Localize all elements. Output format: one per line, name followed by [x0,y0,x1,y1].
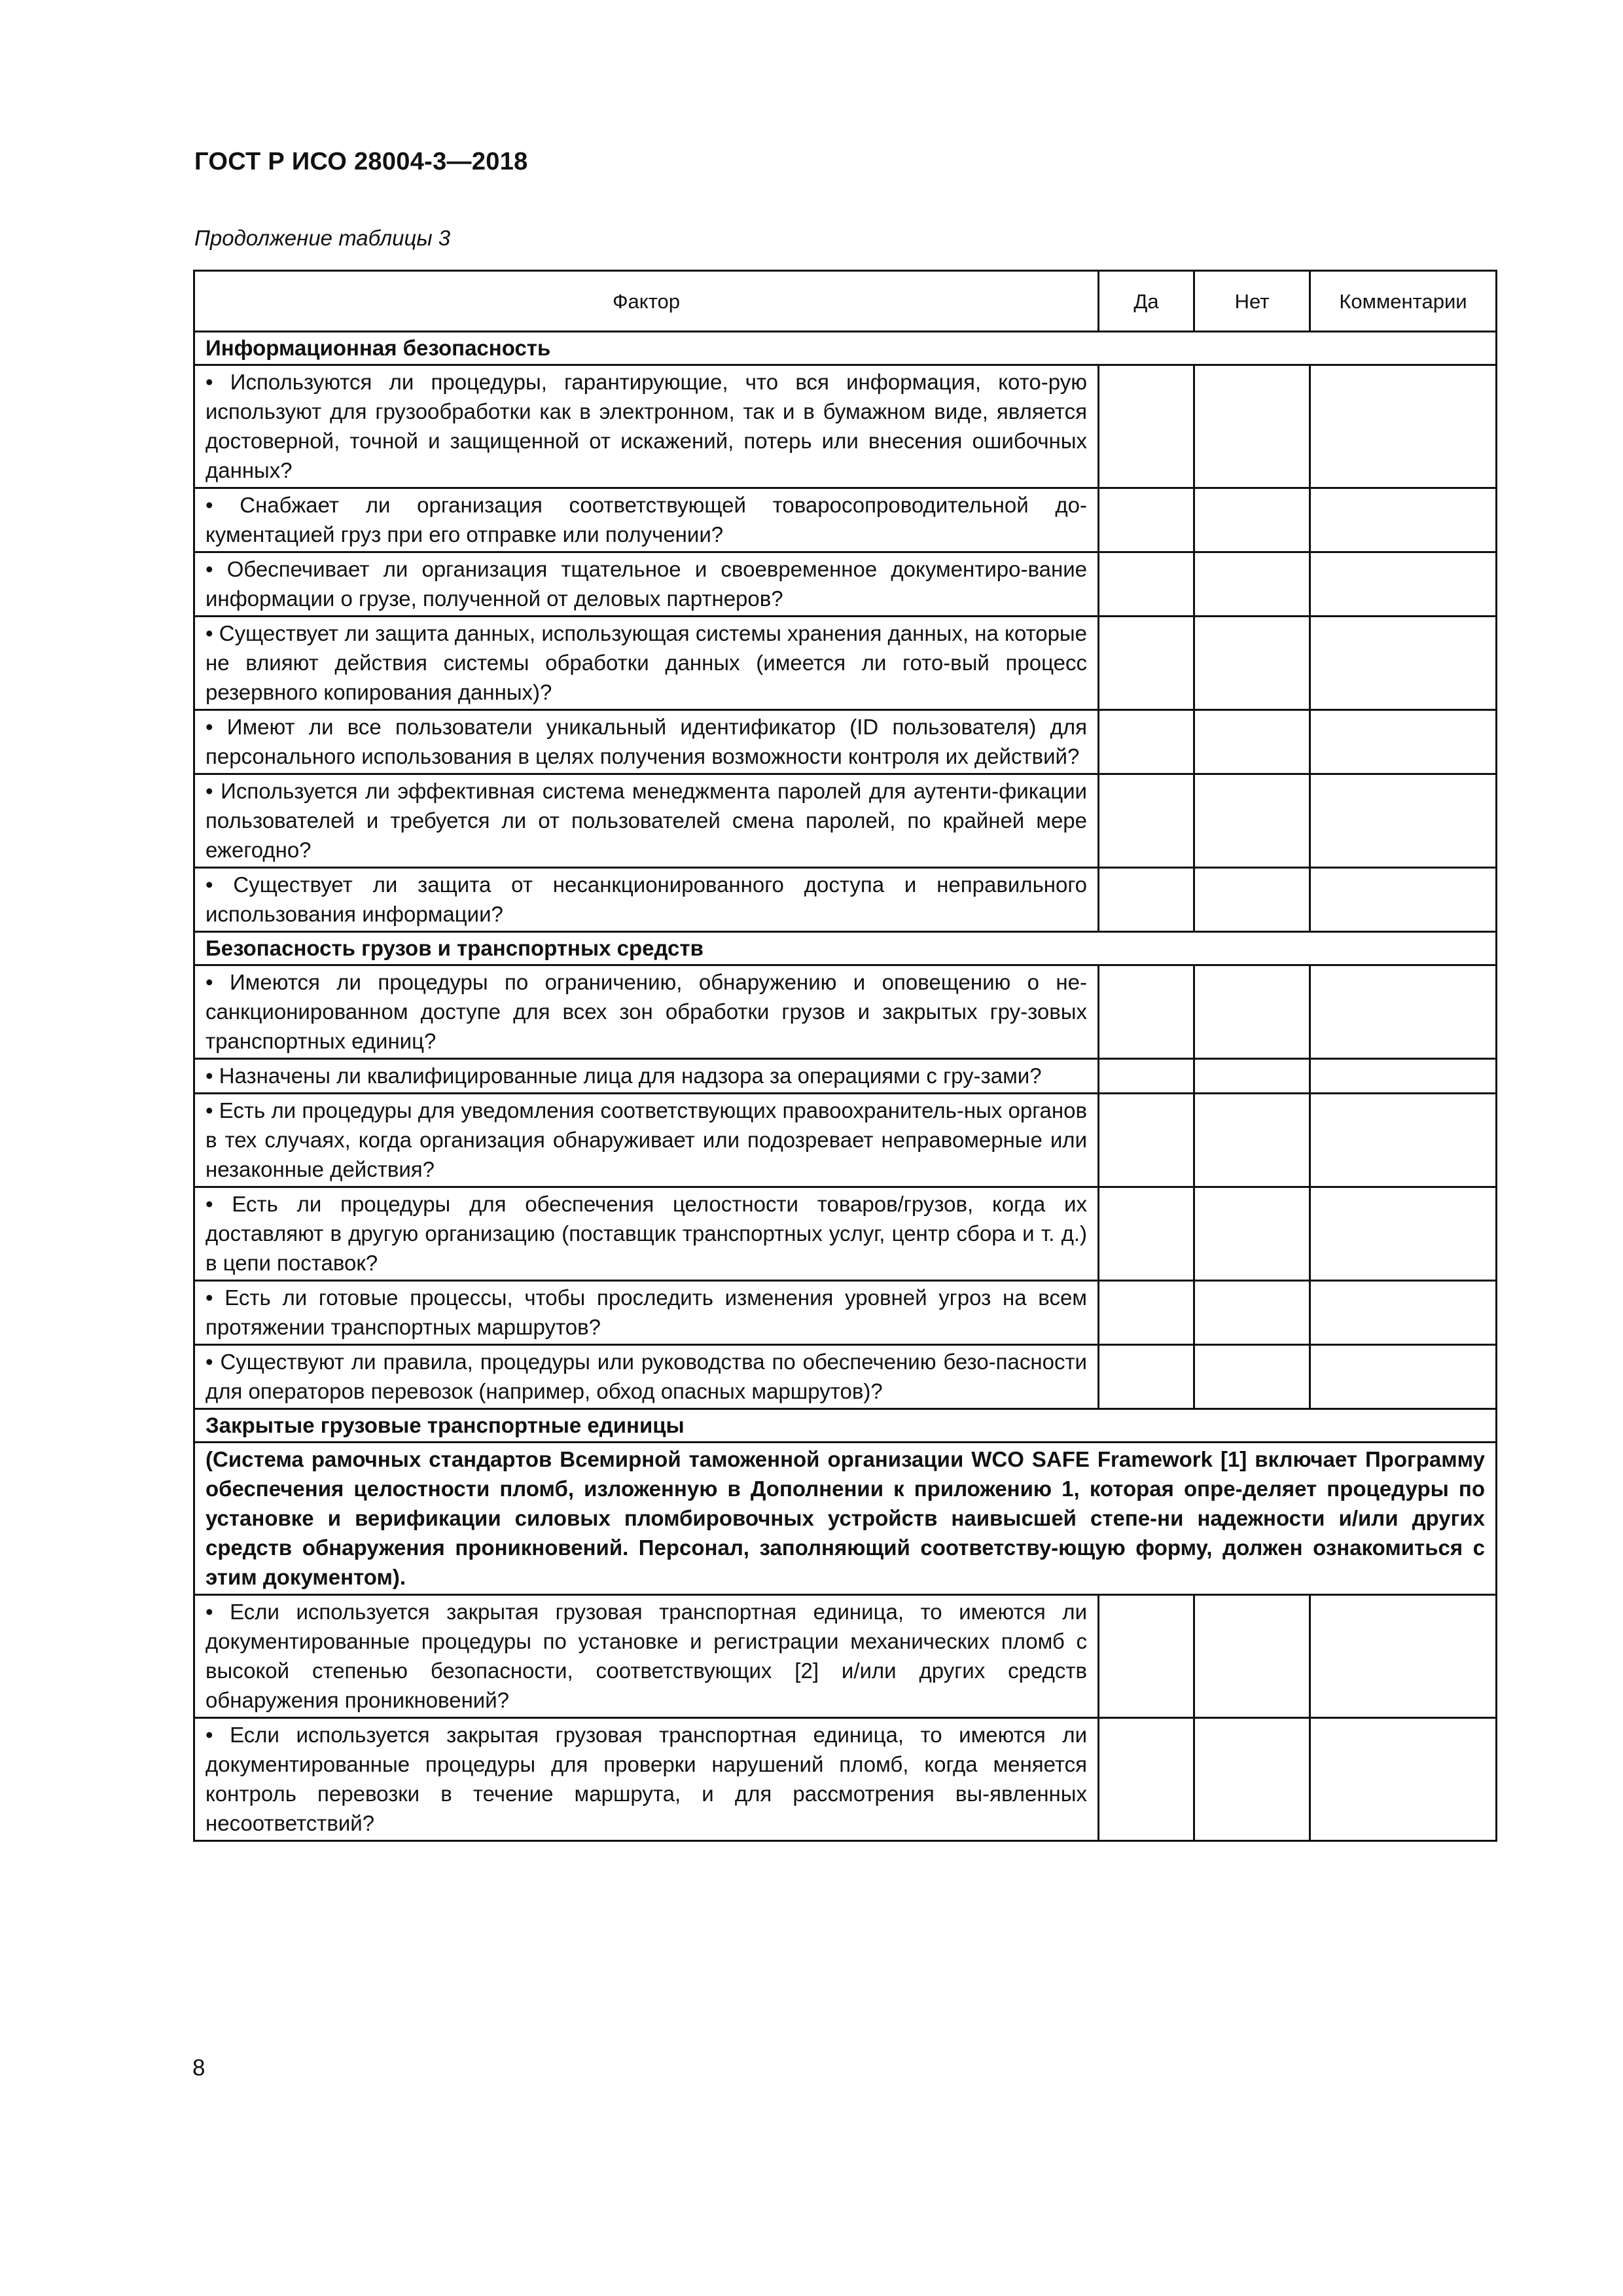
table-row [194,868,1497,932]
comment-cell[interactable] [1310,488,1497,552]
yes-cell[interactable] [1099,1345,1194,1409]
factor-question: • Есть ли готовые процессы, чтобы проследить изменения уровней угроз на всем протяжении транспортных маршрутов? [194,1281,1099,1345]
factor-question: • Если используется закрытая грузовая транспортная единица, то имеются ли документированные процедуры для проверки нарушений пломб, когда меняется контроль перевозки в течение маршрута, и для рассмотрения вы-явленных несоответствий? [194,1718,1099,1841]
comment-cell[interactable] [1310,552,1497,617]
no-cell[interactable] [1194,868,1310,932]
factor-question: • Существуют ли правила, процедуры или руководства по обеспечению безо-пасности для операторов перевозок (например, обход опасных маршрутов)? [194,1345,1099,1409]
table-row [194,710,1497,774]
yes-cell[interactable] [1099,617,1194,710]
comment-cell[interactable] [1310,617,1497,710]
yes-cell[interactable] [1099,488,1194,552]
no-cell[interactable] [1194,1059,1310,1094]
factor-question: • Используются ли процедуры, гарантирующие, что вся информация, кото-рую используют для грузообработки как в электронном, так и в бумажном виде, является достоверной, точной и защищенной от искажений, потерь или внесения ошибочных данных? [194,365,1099,488]
document-code: ГОСТ Р ИСО 28004-3—2018 [194,148,528,175]
no-cell[interactable] [1194,552,1310,617]
no-cell[interactable] [1194,1187,1310,1281]
table-row [194,1595,1497,1718]
yes-cell[interactable] [1099,1094,1194,1187]
yes-cell[interactable] [1099,965,1194,1059]
factor-question: • Используется ли эффективная система менеджмента паролей для аутенти-фикации пользователей и требуется ли от пользователей смена паролей, по крайней мере ежегодно? [194,774,1099,868]
comment-cell[interactable] [1310,965,1497,1059]
comment-cell[interactable] [1310,1345,1497,1409]
yes-cell[interactable] [1099,868,1194,932]
no-cell[interactable] [1194,710,1310,774]
section-row-cargo-security [194,932,1497,965]
table-row [194,1281,1497,1345]
factor-question: • Есть ли процедуры для обеспечения целостности товаров/грузов, когда их доставляют в другую организацию (поставщик транспортных услуг, центр сбора и т. д.) в цепи поставок? [194,1187,1099,1281]
table-row [194,617,1497,710]
comment-cell[interactable] [1310,1718,1497,1841]
comment-cell[interactable] [1310,1187,1497,1281]
yes-cell[interactable] [1099,1059,1194,1094]
table-row [194,1718,1497,1841]
yes-cell[interactable] [1099,1281,1194,1345]
no-cell[interactable] [1194,1281,1310,1345]
comment-cell[interactable] [1310,710,1497,774]
column-header-factor: Фактор [194,271,1099,332]
no-cell[interactable] [1194,1718,1310,1841]
table-row [194,965,1497,1059]
no-cell[interactable] [1194,774,1310,868]
section-note: (Система рамочных стандартов Всемирной таможенной организации WCO SAFE Framework [1] включает Программу обеспечения целостности пломб, изложенную в Дополнении к приложению 1, которая опре-деляет процедуры по установке и верификации силовых пломбировочных устройств наивысшей степе-ни надежности и/или других средств обнаружения проникновений. Персонал, заполняющий соответству-ющую форму, должен ознакомиться с этим документом). [194,1443,1497,1595]
table-row [194,1059,1497,1094]
no-cell[interactable] [1194,1094,1310,1187]
column-header-yes: Да [1099,271,1194,332]
section-title: Безопасность грузов и транспортных средств [194,932,1497,965]
table-row [194,1187,1497,1281]
factor-question: • Обеспечивает ли организация тщательное и своевременное документиро-вание информации о грузе, полученной от деловых партнеров? [194,552,1099,617]
section-title: Закрытые грузовые транспортные единицы [194,1409,1497,1443]
page-number: 8 [192,2055,205,2081]
table-caption: Продолжение таблицы 3 [194,226,451,250]
yes-cell[interactable] [1099,365,1194,488]
column-header-comments: Комментарии [1310,271,1497,332]
comment-cell[interactable] [1310,1059,1497,1094]
yes-cell[interactable] [1099,1595,1194,1718]
comment-cell[interactable] [1310,1094,1497,1187]
no-cell[interactable] [1194,965,1310,1059]
factor-question: • Существует ли защита от несанкционированного доступа и неправильного использования информации? [194,868,1099,932]
table-row [194,365,1497,488]
factor-question: • Назначены ли квалифицированные лица для надзора за операциями с гру-зами? [194,1059,1099,1094]
comment-cell[interactable] [1310,868,1497,932]
comment-cell[interactable] [1310,1595,1497,1718]
table-row [194,552,1497,617]
section-row-closed-cargo-units [194,1409,1497,1443]
yes-cell[interactable] [1099,1187,1194,1281]
factor-question: • Если используется закрытая грузовая транспортная единица, то имеются ли документированные процедуры по установке и регистрации механических пломб с высокой степенью безопасности, соответствующих [2] и/или других средств обнаружения проникновений? [194,1595,1099,1718]
table-row [194,488,1497,552]
table-header-row [194,271,1497,332]
no-cell[interactable] [1194,617,1310,710]
section-note-row [194,1443,1497,1595]
factor-question: • Снабжает ли организация соответствующей товаросопроводительной до-кументацией груз при его отправке или получении? [194,488,1099,552]
column-header-no: Нет [1194,271,1310,332]
yes-cell[interactable] [1099,1718,1194,1841]
factor-question: • Существует ли защита данных, использующая системы хранения данных, на которые не влияют действия системы обработки данных (имеется ли гото-вый процесс резервного копирования данных)? [194,617,1099,710]
factor-question: • Есть ли процедуры для уведомления соответствующих правоохранитель-ных органов в тех случаях, когда организация обнаруживает или подозревает неправомерные или незаконные действия? [194,1094,1099,1187]
table-row [194,774,1497,868]
yes-cell[interactable] [1099,710,1194,774]
table-row [194,1345,1497,1409]
yes-cell[interactable] [1099,774,1194,868]
no-cell[interactable] [1194,488,1310,552]
factor-question: • Имеют ли все пользователи уникальный идентификатор (ID пользователя) для персонального использования в целях получения возможности контроля их действий? [194,710,1099,774]
comment-cell[interactable] [1310,365,1497,488]
no-cell[interactable] [1194,365,1310,488]
factor-question: • Имеются ли процедуры по ограничению, обнаружению и оповещению о не-санкционированном доступе для всех зон обработки грузов и закрытых гру-зовых транспортных единиц? [194,965,1099,1059]
factors-table [193,270,1497,1842]
no-cell[interactable] [1194,1345,1310,1409]
comment-cell[interactable] [1310,1281,1497,1345]
no-cell[interactable] [1194,1595,1310,1718]
comment-cell[interactable] [1310,774,1497,868]
section-title: Информационная безопасность [194,332,1497,365]
yes-cell[interactable] [1099,552,1194,617]
section-row-information-security [194,332,1497,365]
table-row [194,1094,1497,1187]
